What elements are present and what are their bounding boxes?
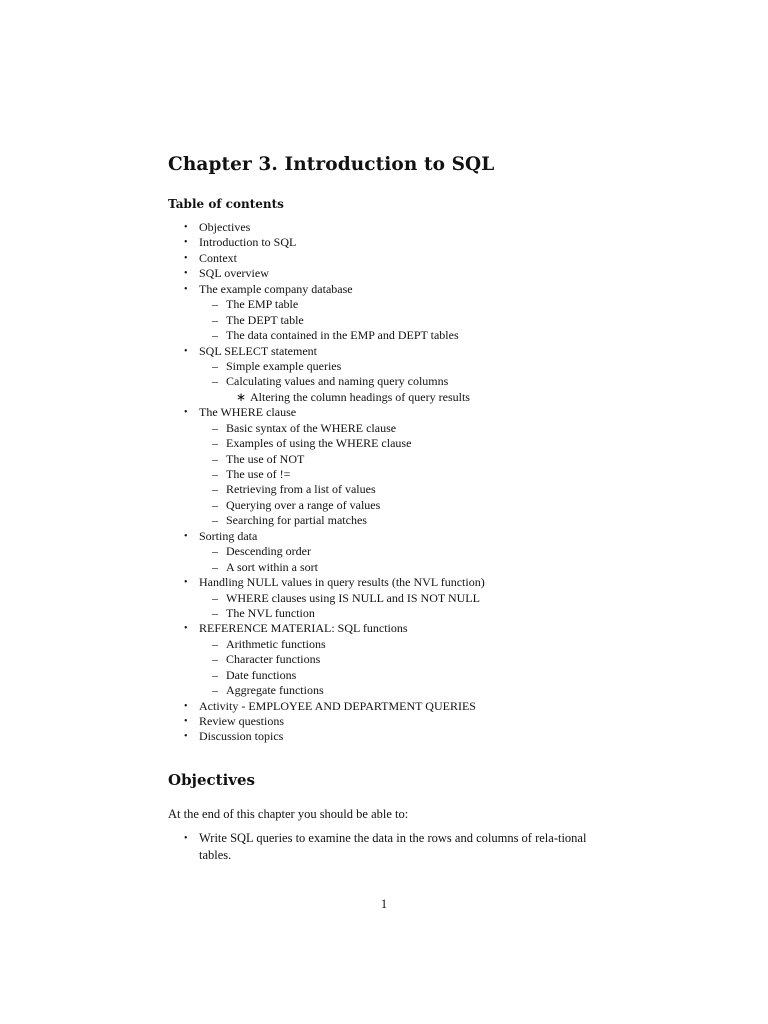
toc-item-label: The use of != — [226, 467, 291, 481]
dash-marker: – — [212, 683, 218, 698]
toc-item-label: The data contained in the EMP and DEPT tables — [226, 328, 459, 343]
toc-item — [168, 668, 628, 683]
toc-item-label: Retrieving from a list of values — [226, 482, 376, 497]
toc-item-label: The use of NOT — [226, 451, 305, 466]
toc-item-label: Descending order — [226, 544, 311, 559]
toc-item — [168, 714, 628, 729]
toc-item-label: Sorting data — [199, 528, 258, 543]
toc-item — [168, 683, 628, 698]
toc-item-label: Aggregate functions — [226, 683, 324, 698]
toc-item — [168, 297, 628, 312]
bullet-marker: • — [184, 222, 188, 233]
toc-item — [168, 452, 628, 467]
toc-item — [168, 359, 628, 374]
toc-item-label: Review questions — [199, 714, 284, 728]
toc-item-label: The EMP table — [226, 297, 299, 312]
toc-item — [168, 637, 628, 652]
toc-item — [168, 405, 628, 420]
objectives-heading: Objectives — [168, 771, 255, 789]
toc-item-label: Activity - EMPLOYEE AND DEPARTMENT QUERIES — [199, 698, 476, 713]
dash-marker: – — [212, 667, 218, 682]
toc-item — [168, 729, 628, 744]
table-of-contents — [168, 220, 628, 745]
toc-item-label: Querying over a range of values — [226, 497, 381, 512]
objectives-intro: At the end of this chapter you should be able to: — [168, 807, 409, 821]
toc-item — [168, 591, 628, 606]
toc-item — [168, 498, 628, 513]
toc-item-label: WHERE clauses using IS NULL and IS NOT NULL — [226, 590, 480, 605]
toc-item — [168, 390, 628, 405]
dash-marker: – — [212, 652, 218, 667]
toc-item-label: The NVL function — [226, 605, 315, 620]
toc-item-label: Character functions — [226, 652, 321, 667]
dash-marker: – — [212, 513, 218, 528]
toc-item-label: Objectives — [199, 220, 251, 234]
toc-item — [168, 575, 628, 590]
toc-item-label: Basic syntax of the WHERE clause — [226, 420, 397, 435]
dash-marker: – — [212, 636, 218, 651]
bullet-marker: • — [184, 833, 188, 844]
toc-heading: Table of contents — [168, 197, 284, 211]
dash-marker: – — [212, 605, 218, 620]
toc-item-label: Searching for partial matches — [226, 513, 367, 528]
chapter-title: Chapter 3. Introduction to SQL — [168, 154, 495, 175]
dash-marker: – — [212, 297, 218, 312]
toc-item-label: Arithmetic functions — [226, 636, 326, 651]
toc-item-label: Discussion topics — [199, 729, 284, 744]
toc-item-label: Simple example queries — [226, 358, 342, 373]
bullet-marker: • — [184, 530, 188, 542]
toc-item-label: Handling NULL values in query results (the NVL function) — [199, 575, 485, 590]
toc-item — [168, 328, 628, 343]
dash-marker: – — [212, 436, 218, 451]
dash-marker: – — [212, 358, 218, 373]
toc-item — [168, 266, 628, 281]
toc-item-label: REFERENCE MATERIAL: SQL functions — [199, 621, 408, 636]
toc-item — [168, 235, 628, 250]
dash-marker: – — [212, 467, 218, 481]
toc-item — [168, 544, 628, 559]
bullet-marker: • — [184, 577, 188, 589]
toc-item — [168, 652, 628, 667]
toc-item — [168, 699, 628, 714]
toc-item — [168, 467, 628, 482]
toc-item — [168, 621, 628, 636]
toc-item-label: The DEPT table — [226, 312, 304, 327]
toc-item — [168, 482, 628, 497]
bullet-marker: • — [184, 407, 188, 419]
toc-item — [168, 374, 628, 389]
toc-item — [168, 282, 628, 297]
objectives-list-item — [168, 830, 608, 864]
toc-item-label: Introduction to SQL — [199, 235, 297, 250]
toc-item-label: The WHERE clause — [199, 405, 297, 420]
toc-item — [168, 251, 628, 266]
toc-item — [168, 220, 628, 235]
toc-item-label: Date functions — [226, 667, 297, 682]
objective-text: Write SQL queries to examine the data in the rows and columns of rela-tional tables. — [199, 831, 587, 862]
star-marker: ∗ — [236, 389, 247, 404]
dash-marker: – — [212, 482, 218, 497]
toc-item-label: Altering the column headings of query results — [250, 389, 470, 404]
toc-item — [168, 421, 628, 436]
bullet-marker: • — [184, 700, 188, 712]
dash-marker: – — [212, 420, 218, 435]
page-number: 1 — [380, 897, 388, 911]
dash-marker: – — [212, 559, 218, 574]
dash-marker: – — [212, 497, 218, 512]
toc-item-label: A sort within a sort — [226, 559, 318, 574]
bullet-marker: • — [184, 283, 188, 295]
bullet-marker: • — [184, 252, 188, 264]
toc-item-label: Context — [199, 250, 237, 265]
dash-marker: – — [212, 544, 218, 559]
bullet-marker: • — [184, 237, 188, 249]
bullet-marker: • — [184, 716, 188, 727]
toc-item-label: The example company database — [199, 281, 353, 296]
dash-marker: – — [212, 312, 218, 327]
toc-item-label: SQL overview — [199, 266, 269, 281]
dash-marker: – — [212, 590, 218, 605]
dash-marker: – — [212, 374, 218, 389]
toc-item — [168, 560, 628, 575]
toc-item — [168, 313, 628, 328]
dash-marker: – — [212, 451, 218, 466]
bullet-marker: • — [184, 268, 188, 280]
toc-item — [168, 513, 628, 528]
bullet-marker: • — [184, 345, 188, 357]
dash-marker: – — [212, 328, 218, 343]
bullet-marker: • — [184, 731, 188, 743]
toc-item — [168, 606, 628, 621]
toc-item — [168, 436, 628, 451]
toc-item — [168, 344, 628, 359]
toc-item-label: SQL SELECT statement — [199, 343, 317, 358]
toc-item — [168, 529, 628, 544]
bullet-marker: • — [184, 623, 188, 635]
toc-item-label: Calculating values and naming query columns — [226, 374, 449, 389]
toc-item-label: Examples of using the WHERE clause — [226, 436, 412, 451]
